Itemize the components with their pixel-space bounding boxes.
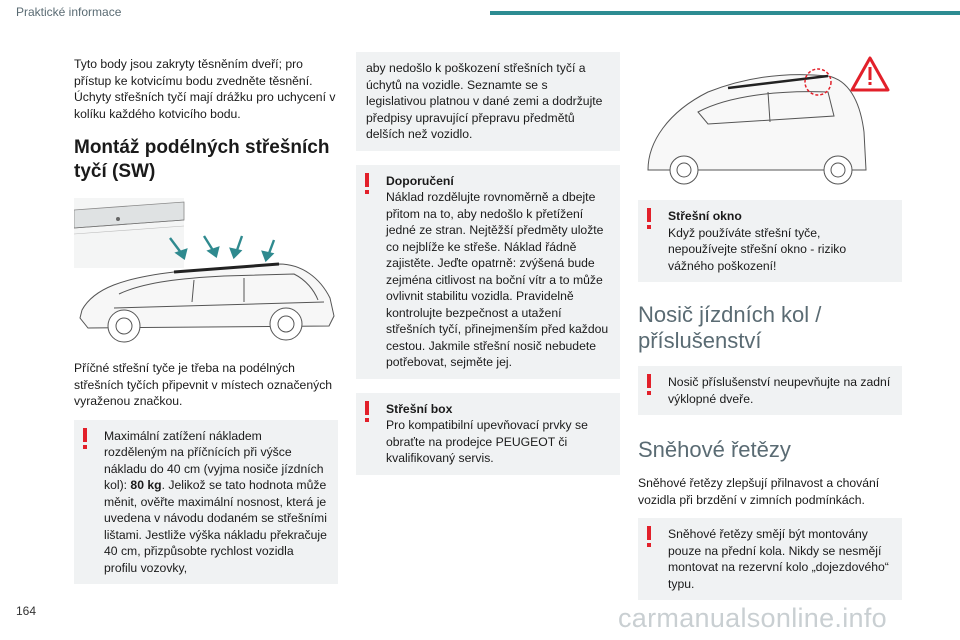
snow-chains-warning-text: Sněhové řetězy smějí být montovány pouze na přední kola. Nikdy se nesmějí montovat na rezervní kolo „dojezdového“ typu.	[668, 527, 889, 591]
marker-arrows	[170, 236, 274, 260]
max-load-text-start: Maximální zatížení nákladem rozděleným na příčnících při výšce nákladu do 40 cm (vyjma nosiče jízdních kol):	[104, 428, 324, 492]
sunroof-warning-box	[638, 200, 902, 282]
sunroof-title: Střešní okno	[668, 209, 742, 223]
warning-exclamation-icon	[644, 374, 654, 396]
warning-triangle-icon	[852, 58, 888, 90]
section-heading-snow-chains: Sněhové řetězy	[638, 437, 791, 462]
sunroof-text: Když používáte střešní tyče, nepoužívejte střešní okno - riziko vážného poškození!	[668, 225, 847, 273]
max-load-text-rest: . Jelikož se tato hodnota může měnit, ověřte maximální nosnost, která je uvedena v návodu dodaném se střešními lištami. Jestliže výška nákladu překračuje 40 cm, přizpůsobte rychlost vozidla profilu vozovky,	[104, 478, 327, 575]
rails-caption: Příčné střešní tyče je třeba na podélných střešních tyčích připevnit v místech označených vyraženou značkou.	[74, 361, 333, 408]
bike-carrier-text: Nosič příslušenství neupevňujte na zadní výklopné dveře.	[668, 375, 891, 406]
section-heading-bike-carrier: Nosič jízdních kol / příslušenství	[638, 302, 822, 353]
max-load-warning-box	[74, 420, 338, 585]
intro-paragraph: Tyto body jsou zakryty těsněním dveří; pro přístup ke kotvicímu bodu zvedněte těsnění. Úchyty střešních tyčí mají drážku pro uchycení v kolíku každého kotvicího bodu.	[74, 57, 336, 121]
sunroof-car-illustration	[638, 52, 902, 188]
column-3	[638, 52, 902, 600]
recommendation-title: Doporučení	[386, 173, 454, 188]
column-2	[356, 52, 620, 475]
column-1	[74, 56, 338, 584]
page-number: 164	[16, 604, 37, 618]
watermark: carmanualsonline.info	[618, 603, 887, 633]
roof-rails-car-illustration	[74, 198, 338, 348]
roof-box-title: Střešní box	[386, 401, 453, 416]
warning-exclamation-icon	[644, 526, 654, 548]
bike-carrier-warning-box	[638, 366, 902, 415]
warning-exclamation-icon	[80, 428, 90, 450]
legislation-text: aby nedošlo k poškození střešních tyčí a úchytů na vozidle. Seznamte se s legislativou platnou v dané zemi a dodržujte předpisy upravující přepravu předmětů delších než vozidlo.	[366, 61, 603, 141]
header-accent-bar	[490, 11, 960, 15]
warning-exclamation-icon	[362, 173, 372, 195]
legislation-box	[356, 52, 620, 151]
page-header-title: Praktické informace	[16, 5, 122, 19]
snow-chains-warning-box	[638, 518, 902, 600]
roof-box-text: Pro kompatibilní upevňovací prvky se obraťte na prodejce PEUGEOT či kvalifikovaný servis.	[386, 418, 588, 465]
warning-exclamation-icon	[362, 401, 372, 423]
recommendation-box	[356, 165, 620, 379]
snow-chains-paragraph: Sněhové řetězy zlepšují přilnavost a chování vozidla při brzdění v zimních podmínkách.	[638, 476, 880, 507]
section-heading-roof-rails: Montáž podélných střešních tyčí (SW)	[74, 137, 330, 182]
max-load-value: 80 kg	[130, 478, 162, 492]
warning-exclamation-icon	[644, 208, 654, 230]
roof-box-box	[356, 393, 620, 475]
recommendation-text: Náklad rozdělujte rovnoměrně a dbejte přitom na to, aby nedošlo k přetížení jedné ze stran. Nejtěžší předměty uložte co nejblíže ke střeše. Náklad řádně zajistěte. Jeďte opatrně: zvýšená bude zejména citlivost na boční vítr a to může ovlivnit stabilitu vozidla. Pravidelně kontrolujte bezpečnost a utažení střešních tyčí, přinejmenším před každou cestou. Jakmile střešní nosič nebudete potřebovat, sejměte jej.	[386, 190, 609, 369]
